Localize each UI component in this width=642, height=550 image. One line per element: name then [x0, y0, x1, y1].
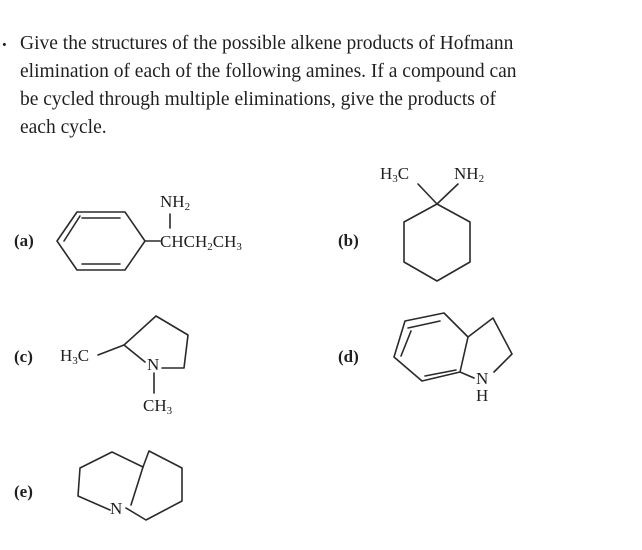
- structure-d-hydrogen-label: H: [476, 386, 489, 405]
- structure-a-chain-label: [160, 232, 242, 253]
- amine-subscript: 2: [184, 201, 191, 213]
- part-a-label: (a): [14, 231, 34, 250]
- part-e-label: (e): [14, 482, 33, 501]
- methyl-subscript: 3: [392, 173, 398, 185]
- structure-e-nitrogen-label: N: [110, 499, 123, 518]
- structure-d-benzene-ring: [394, 313, 468, 381]
- structure-d-nitrogen-label: N: [476, 369, 489, 388]
- amine-text: NH: [454, 164, 479, 183]
- structure-b-methyl-bond: [418, 184, 437, 204]
- methyl-c: C: [77, 346, 90, 365]
- structure-c-n-methyl-label: [143, 396, 173, 417]
- question-line-1: Give the structures of the possible alkene products of Hofmann: [20, 33, 514, 54]
- chain-text-1: CHCH: [160, 232, 208, 251]
- chain-text-2: CH: [212, 232, 237, 251]
- methyl-h: H: [380, 164, 393, 183]
- structure-c-methyl-label: [60, 346, 90, 367]
- structure-b-methyl-label: [380, 164, 410, 185]
- structure-e-six-ring: [126, 451, 182, 520]
- structure-b-cyclohexane-ring: [404, 204, 470, 281]
- part-b-label: (b): [338, 231, 359, 250]
- structure-b-amine-label: [454, 164, 485, 185]
- question-line-3: be cycled through multiple eliminations, give the products of: [20, 89, 497, 110]
- n-methyl-text: CH: [143, 396, 167, 415]
- structure-c-methyl-bond: [98, 345, 124, 355]
- methyl-h: H: [60, 346, 73, 365]
- structure-a-amine-label: [160, 192, 191, 213]
- chain-subscript-1: 2: [207, 241, 213, 253]
- question-line-4: each cycle.: [20, 117, 107, 138]
- n-methyl-subscript: 3: [166, 405, 173, 417]
- methyl-subscript: 3: [72, 355, 78, 367]
- methyl-c: C: [397, 164, 410, 183]
- structure-a-benzene-ring: [57, 212, 145, 270]
- chain-subscript-2: 3: [236, 241, 242, 253]
- structure-b-amine-bond: [437, 184, 458, 204]
- amine-text: NH: [160, 192, 185, 211]
- amine-subscript: 2: [478, 173, 485, 185]
- part-d-label: (d): [338, 347, 359, 366]
- question-bullet: .: [2, 30, 7, 51]
- question-line-2: elimination of each of the following amines. If a compound can: [20, 61, 517, 82]
- part-c-label: (c): [14, 347, 33, 366]
- structure-c-nitrogen-label: N: [147, 355, 160, 374]
